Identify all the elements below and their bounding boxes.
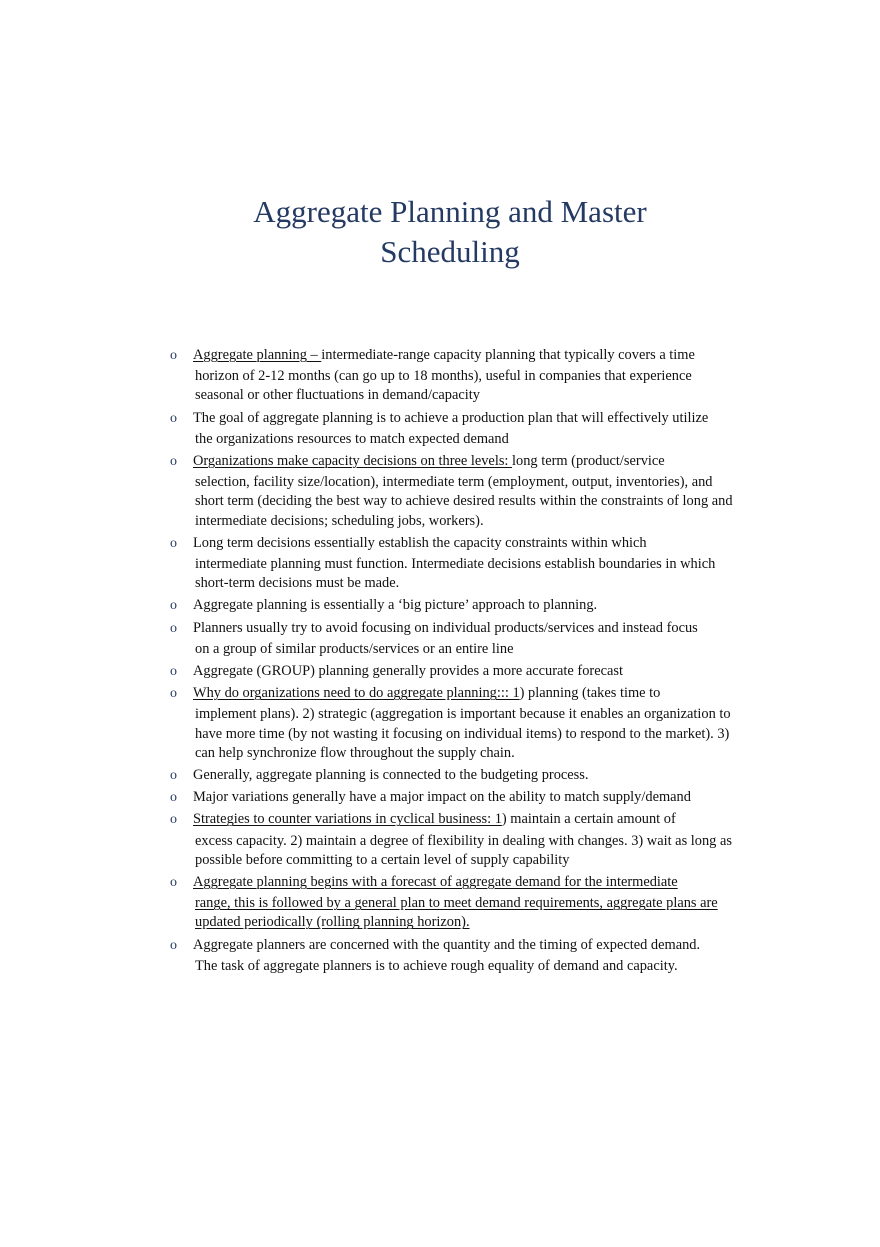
bullet-continuation: implement plans). 2) strategic (aggregation is important because it enables an organization to have more time (by not wasting it focusing on individual items) to respond to the market). 3) can help synchronize flow throughout the supply chain.	[195, 706, 731, 761]
bullet-item-big-picture	[170, 596, 740, 615]
bullet-continuation: selection, facility size/location), intermediate term (employment, output, inventories), and short term (deciding the best way to achieve desired results within the constraints of long and intermediate decisions; scheduling jobs, workers).	[195, 474, 733, 529]
bullet-marker: o	[170, 410, 177, 426]
page-title	[0, 192, 880, 272]
bullet-marker: o	[170, 598, 177, 614]
bullet-text: ) maintain a certain amount of	[501, 811, 676, 828]
bullet-marker: o	[170, 535, 177, 551]
bullet-item-three-levels	[170, 452, 740, 531]
bullet-list	[170, 346, 740, 976]
bullet-item-planners-focus	[170, 619, 740, 659]
bullet-first-line	[193, 810, 740, 829]
bullet-underlined-term: Aggregate planning begins with a forecast of aggregate demand for the intermediate	[193, 874, 678, 891]
page-title-line-2: Scheduling	[380, 234, 520, 269]
bullet-item-goal	[170, 409, 740, 449]
bullet-item-why-aggregate-planning	[170, 684, 740, 763]
bullet-marker: o	[170, 937, 177, 953]
bullet-marker: o	[170, 620, 177, 636]
bullet-first-line: The goal of aggregate planning is to achieve a production plan that will effectively utilize	[193, 409, 709, 426]
bullet-item-budgeting	[170, 766, 740, 785]
bullet-first-line: Aggregate planning is essentially a ‘big picture’ approach to planning.	[193, 597, 598, 614]
page-title-line-1: Aggregate Planning and Master	[253, 194, 647, 229]
bullet-underlined-term: Aggregate planning –	[193, 347, 322, 363]
bullet-first-line	[193, 452, 740, 471]
bullet-first-line: Aggregate (GROUP) planning generally provides a more accurate forecast	[193, 663, 623, 680]
bullet-text: ) planning (takes time to	[519, 685, 661, 702]
bullet-marker: o	[170, 790, 177, 806]
bullet-marker: o	[170, 768, 177, 784]
bullet-underlined-term: Why do organizations need to do aggregate planning::: 1	[193, 685, 520, 702]
bullet-marker: o	[170, 454, 177, 470]
bullet-item-long-term-decisions	[170, 534, 740, 594]
bullet-text: long term (product/service	[512, 453, 665, 470]
bullet-marker: o	[170, 875, 177, 891]
bullet-first-line: Long term decisions essentially establish the capacity constraints within which	[193, 534, 647, 551]
bullet-text: intermediate-range capacity planning that typically covers a time	[321, 347, 695, 363]
bullet-marker: o	[170, 664, 177, 680]
bullet-item-major-variations	[170, 788, 740, 807]
bullet-continuation: the organizations resources to match expected demand	[195, 430, 509, 447]
bullet-continuation: intermediate planning must function. Intermediate decisions establish boundaries in which short-term decisions must be made.	[195, 556, 716, 592]
bullet-marker: o	[170, 686, 177, 702]
bullet-first-line: Generally, aggregate planning is connected to the budgeting process.	[193, 767, 589, 784]
bullet-first-line: Aggregate planners are concerned with the quantity and the timing of expected demand.	[193, 936, 701, 953]
bullet-marker: o	[170, 348, 177, 363]
bullet-continuation: The task of aggregate planners is to achieve rough equality of demand and capacity.	[195, 957, 678, 974]
bullet-first-line	[193, 346, 740, 365]
bullet-first-line: Planners usually try to avoid focusing on individual products/services and instead focus	[193, 619, 698, 636]
bullet-underlined-term: Organizations make capacity decisions on three levels:	[193, 453, 513, 470]
bullet-underlined-term: Strategies to counter variations in cyclical business: 1	[193, 811, 502, 828]
bullet-first-line	[193, 684, 740, 703]
bullet-marker: o	[170, 812, 177, 828]
bullet-item-forecast	[170, 873, 740, 933]
bullet-item-quantity-timing	[170, 936, 740, 976]
bullet-first-line	[193, 873, 740, 892]
bullet-item-group-planning	[170, 662, 740, 681]
bullet-continuation: excess capacity. 2) maintain a degree of flexibility in dealing with changes. 3) wait as long as possible before committing to a certain level of supply capability	[195, 832, 732, 868]
bullet-item-strategies	[170, 810, 740, 870]
bullet-continuation-underlined: range, this is followed by a general plan to meet demand requirements, aggregate plans are updated periodically (rolling planning horizon).	[195, 895, 718, 931]
bullet-continuation: on a group of similar products/services or an entire line	[195, 640, 514, 657]
bullet-first-line: Major variations generally have a major impact on the ability to match supply/demand	[193, 789, 691, 806]
bullet-continuation: horizon of 2-12 months (can go up to 18 months), useful in companies that experience seasonal or other fluctuations in demand/capacity	[195, 368, 692, 404]
bullet-item-aggregate-planning-definition	[170, 346, 740, 406]
